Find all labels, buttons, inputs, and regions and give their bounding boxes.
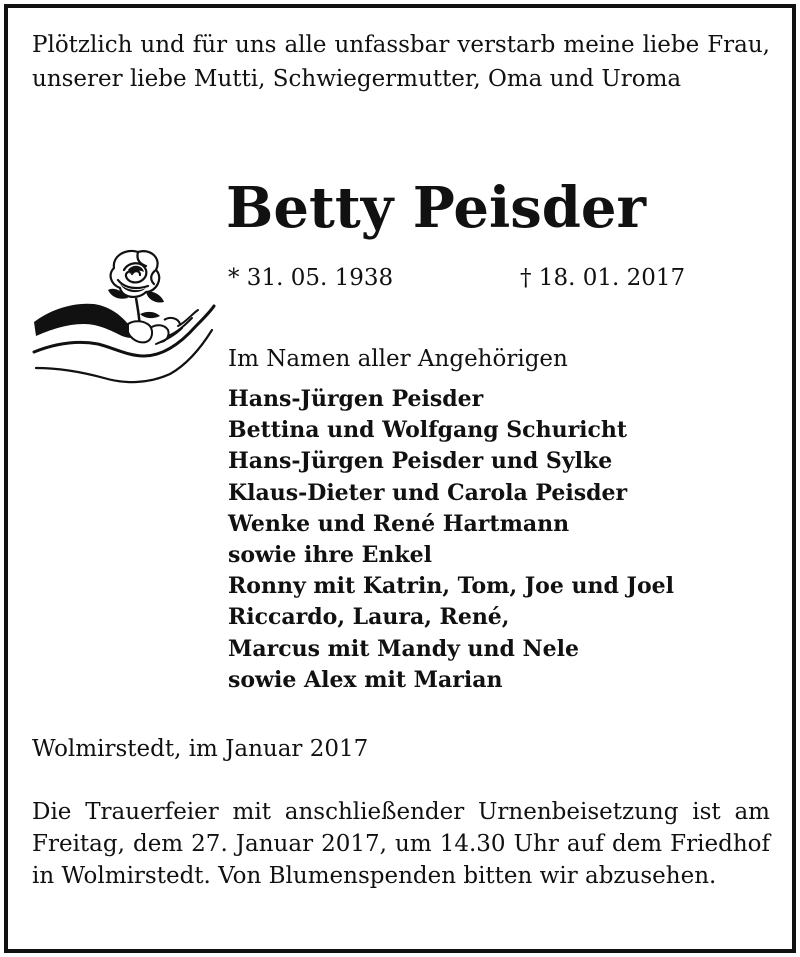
family-member: Riccardo, Laura, René,	[228, 604, 510, 631]
family-list	[228, 384, 674, 696]
service-details: Die Trauerfeier mit anschließender Urnenbeisetzung ist am Freitag, dem 27. Januar 2017, um 14.30 Uhr auf dem Friedhof in Wolmirstedt. Von Blumenspenden bitten wir abzusehen.	[32, 799, 770, 889]
family-member: Klaus-Dieter und Carola Peisder	[228, 479, 628, 506]
rose-in-hands-icon	[28, 240, 218, 400]
place-date: Wolmirstedt, im Januar 2017	[32, 736, 369, 762]
family-member: Hans-Jürgen Peisder und Sylke	[228, 448, 613, 475]
family-member: Ronny mit Katrin, Tom, Joe und Joel	[228, 573, 674, 600]
family-member: Hans-Jürgen Peisder	[228, 386, 484, 412]
family-member: sowie ihre Enkel	[228, 542, 432, 569]
family-member: Marcus mit Mandy und Nele	[228, 635, 580, 662]
deceased-name: Betty Peisder	[226, 175, 647, 241]
family-member: Bettina und Wolfgang Schuricht	[228, 417, 628, 444]
death-date: † 18. 01. 2017	[520, 265, 686, 291]
intro-text: Plötzlich und für uns alle unfassbar verstarb meine liebe Frau, unserer liebe Mutti, Schwiegermutter, Oma und Uroma	[32, 32, 770, 92]
birth-date: * 31. 05. 1938	[228, 265, 394, 291]
on-behalf-line: Im Namen aller Angehörigen	[228, 346, 568, 372]
family-member: sowie Alex mit Marian	[228, 666, 503, 693]
family-member: Wenke und René Hartmann	[228, 510, 570, 537]
